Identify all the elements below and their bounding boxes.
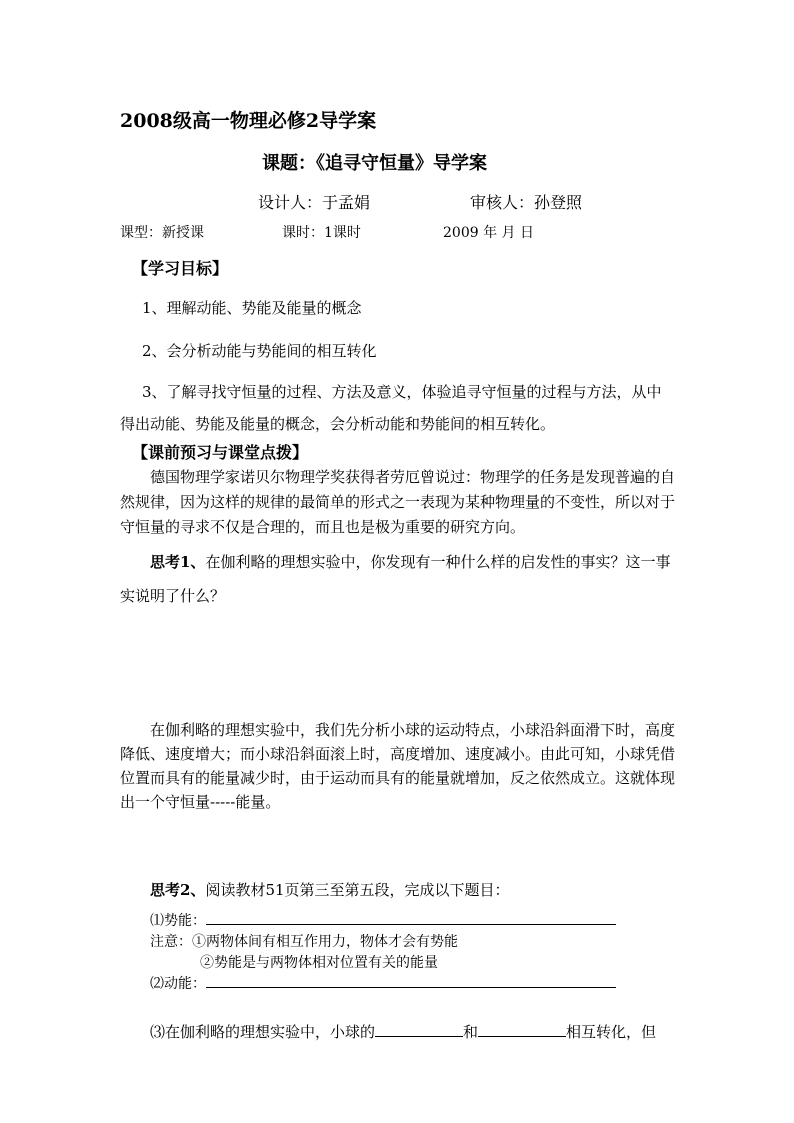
note-label: 注意： [150, 934, 192, 950]
lesson-date: 2009 年 月 日 [443, 225, 534, 241]
lesson-title: 课题：《追寻守恒量》导学案 [262, 153, 487, 174]
note-1: ①两物体间有相互作用力，物体才会有势能 [192, 934, 458, 950]
potential-energy-item [150, 910, 616, 930]
objective-2: 2、会分析动能与势能间的相互转化 [142, 342, 377, 360]
note-2: ②势能是与两物体相对位置有关的能量 [200, 955, 438, 971]
think-1 [120, 545, 675, 613]
objectives-heading: 【学习目标】 [132, 259, 229, 278]
designer: 设计人：于孟娟 [258, 193, 371, 212]
item-3-suffix: 相互转化，但 [566, 1023, 657, 1041]
kinetic-energy-label: ⑵动能： [150, 976, 206, 992]
lesson-hours: 课时：1课时 [282, 225, 361, 241]
think-1-text: 在伽利略的理想实验中，你发现有一种什么样的启发性的事实？这一事实说明了什么？ [120, 553, 671, 605]
think-2-label: 思考2、 [150, 881, 206, 899]
preview-heading: 【课前预习与课堂点拨】 [132, 443, 309, 462]
objective-1: 1、理解动能、势能及能量的概念 [142, 299, 362, 317]
item-3-blank-2[interactable] [478, 1022, 566, 1037]
reviewer: 审核人：孙登照 [470, 193, 583, 212]
potential-energy-blank[interactable] [206, 910, 616, 925]
note [150, 931, 458, 951]
think-2 [150, 879, 510, 900]
item-3-blank-1[interactable] [375, 1022, 463, 1037]
item-3 [150, 1021, 656, 1042]
think-2-text: 阅读教材51页第三至第五段，完成以下题目： [205, 881, 510, 899]
document-title: 2008级高一物理必修2导学案 [120, 110, 377, 132]
potential-energy-label: ⑴势能： [150, 913, 206, 929]
intro-paragraph: 德国物理学家诺贝尔物理学奖获得者劳厄曾说过：物理学的任务是发现普遍的自然规律，因为这样的规律的最简单的形式之一表现为某种物理量的不变性，所以对于守恒量的寻求不仅是合理的，而且也是极为重要的研究方向。 [120, 468, 676, 536]
item-3-and: 和 [463, 1023, 479, 1041]
answer-1: 在伽利略的理想实验中，我们先分析小球的运动特点，小球沿斜面滑下时，高度降低、速度增大；而小球沿斜面滚上时，高度增加、速度减小。由此可知，小球凭借位置而具有的能量减少时，由于运动而具有的能量就增加，反之依然成立。这就体现出一个守恒量-----能量。 [120, 721, 676, 811]
objective-3: 3、了解寻找守恒量的过程、方法及意义，体验追寻守恒量的过程与方法，从中得出动能、势能及能量的概念，会分析动能和势能间的相互转化。 [120, 383, 662, 433]
lesson-type: 课型：新授课 [120, 225, 204, 241]
think-1-label: 思考1、 [150, 553, 206, 571]
item-3-prefix: ⑶在伽利略的理想实验中，小球的 [150, 1023, 376, 1041]
kinetic-energy-item [150, 973, 616, 993]
kinetic-energy-blank[interactable] [206, 973, 616, 988]
